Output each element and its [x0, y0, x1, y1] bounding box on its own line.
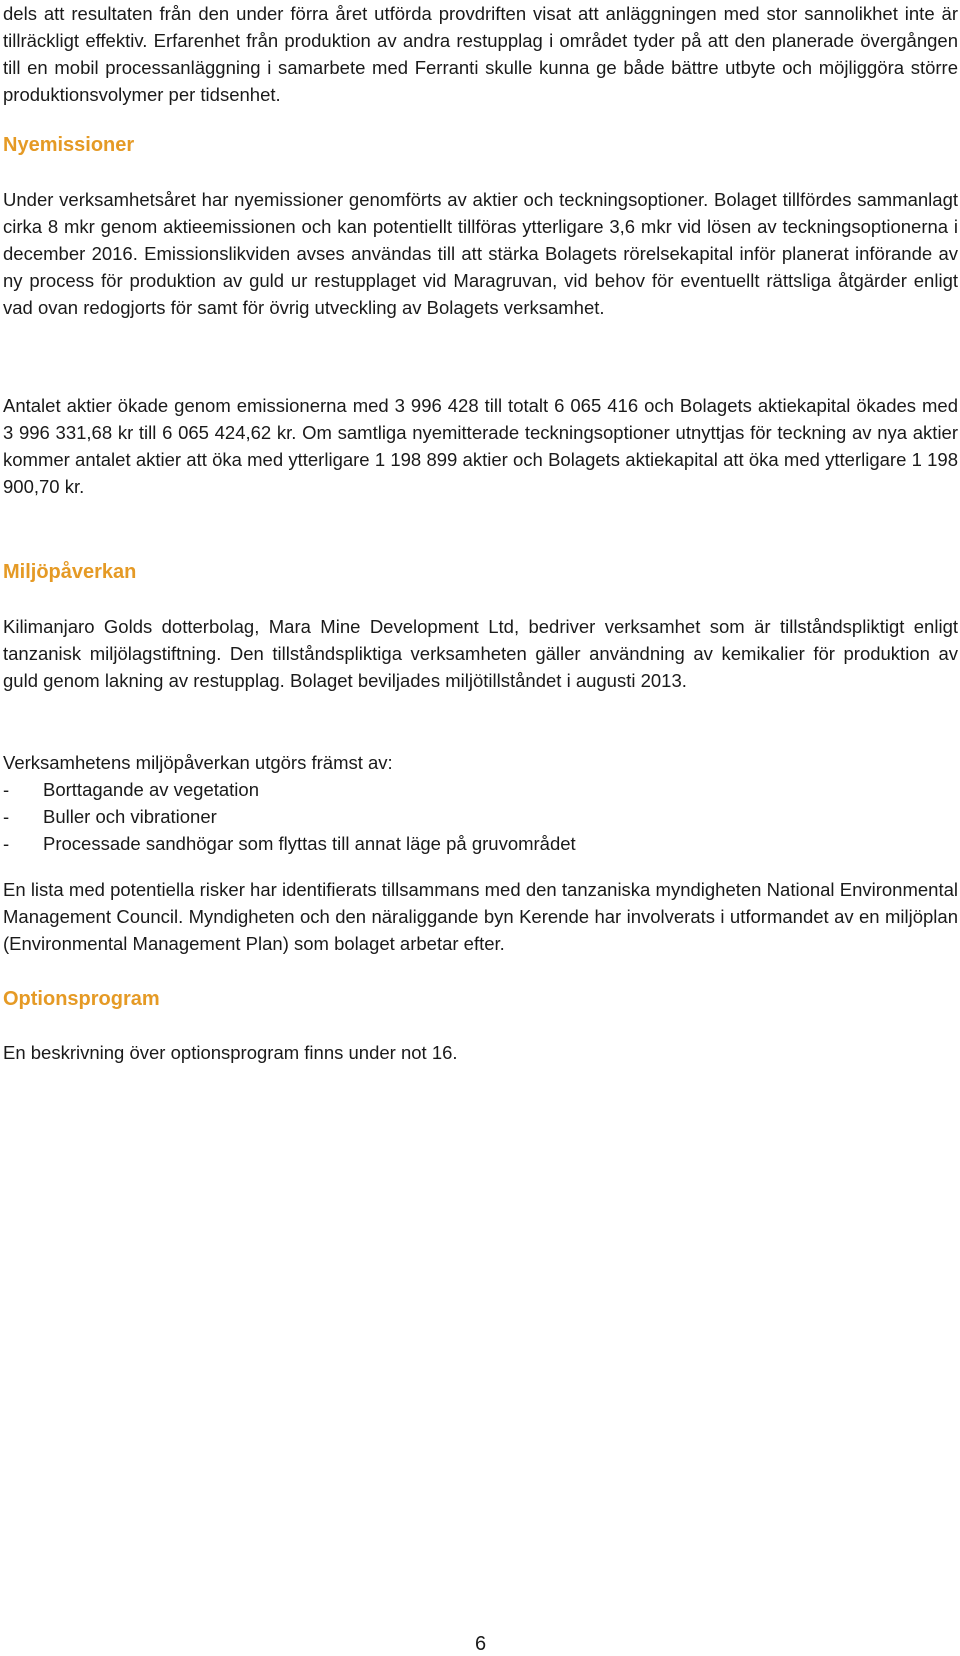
list-item [3, 776, 259, 803]
miljopaverkan-list-intro: Verksamhetens miljöpåverkan utgörs främst av: [3, 752, 393, 773]
list-item-text: Buller och vibrationer [43, 806, 217, 827]
nyemissioner-paragraph-2: Antalet aktier ökade genom emissionerna med 3 996 428 till totalt 6 065 416 och Bolagets aktiekapital ökades med 3 996 331,68 kr till 6 065 424,62 kr. Om samtliga nyemitterade teckningsoptioner utnyttjas för teckning av nya aktier kommer antalet aktier att öka med ytterligare 1 198 899 aktier och Bolagets aktiekapital att öka med ytterligare 1 198 900,70 kr. [3, 395, 958, 497]
intro-paragraph: dels att resultaten från den under förra året utförda provdriften visat att anläggningen med stor sannolikhet inte är tillräckligt effektiv. Erfarenhet från produktion av andra restupplag i området tyder på att den planerade övergången till en mobil processanläggning i samarbete med Ferranti skulle kunna ge både bättre utbyte och möjliggöra större produktionsvolymer per tidsenhet. [3, 3, 958, 105]
list-dash: - [3, 833, 10, 854]
miljopaverkan-paragraph-1: Kilimanjaro Golds dotterbolag, Mara Mine Development Ltd, bedriver verksamhet som är tillståndspliktigt enligt tanzanisk miljölagstiftning. Den tillståndspliktiga verksamheten gäller användning av kemikalier för produktion av guld genom lakning av restupplag. Bolaget beviljades miljötillståndet i augusti 2013. [3, 616, 958, 691]
list-item-text: Borttagande av vegetation [43, 779, 259, 800]
list-item [3, 830, 576, 857]
list-item [3, 803, 217, 830]
nyemissioner-paragraph-1: Under verksamhetsåret har nyemissioner genomförts av aktier och teckningsoptioner. Bolaget tillfördes sammanlagt cirka 8 mkr genom aktieemissionen och kan potentiellt tillföras ytterligare 3,6 mkr vid lösen av teckningsoptionerna i december 2016. Emissionslikviden avses användas till att stärka Bolagets rörelsekapital inför planerat införande av ny process för produktion av guld ur restupplaget vid Maragruvan, vid behov för eventuellt rättsliga åtgärder enligt vad ovan redogjorts för samt för övrig utveckling av Bolagets verksamhet. [3, 189, 958, 318]
list-item-text: Processade sandhögar som flyttas till annat läge på gruvområdet [43, 833, 576, 854]
heading-optionsprogram: Optionsprogram [3, 988, 160, 1010]
miljopaverkan-paragraph-2: En lista med potentiella risker har identifierats tillsammans med den tanzaniska myndigheten National Environmental Management Council. Myndigheten och den näraliggande byn Kerende har involverats i utformandet av en miljöplan (Environmental Management Plan) som bolaget arbetar efter. [3, 879, 958, 954]
optionsprogram-paragraph: En beskrivning över optionsprogram finns under not 16. [3, 1042, 458, 1063]
list-dash: - [3, 779, 10, 800]
list-dash: - [3, 806, 10, 827]
heading-nyemissioner: Nyemissioner [3, 134, 135, 156]
page-number: 6 [474, 1633, 487, 1655]
heading-miljopaverkan: Miljöpåverkan [3, 561, 137, 583]
